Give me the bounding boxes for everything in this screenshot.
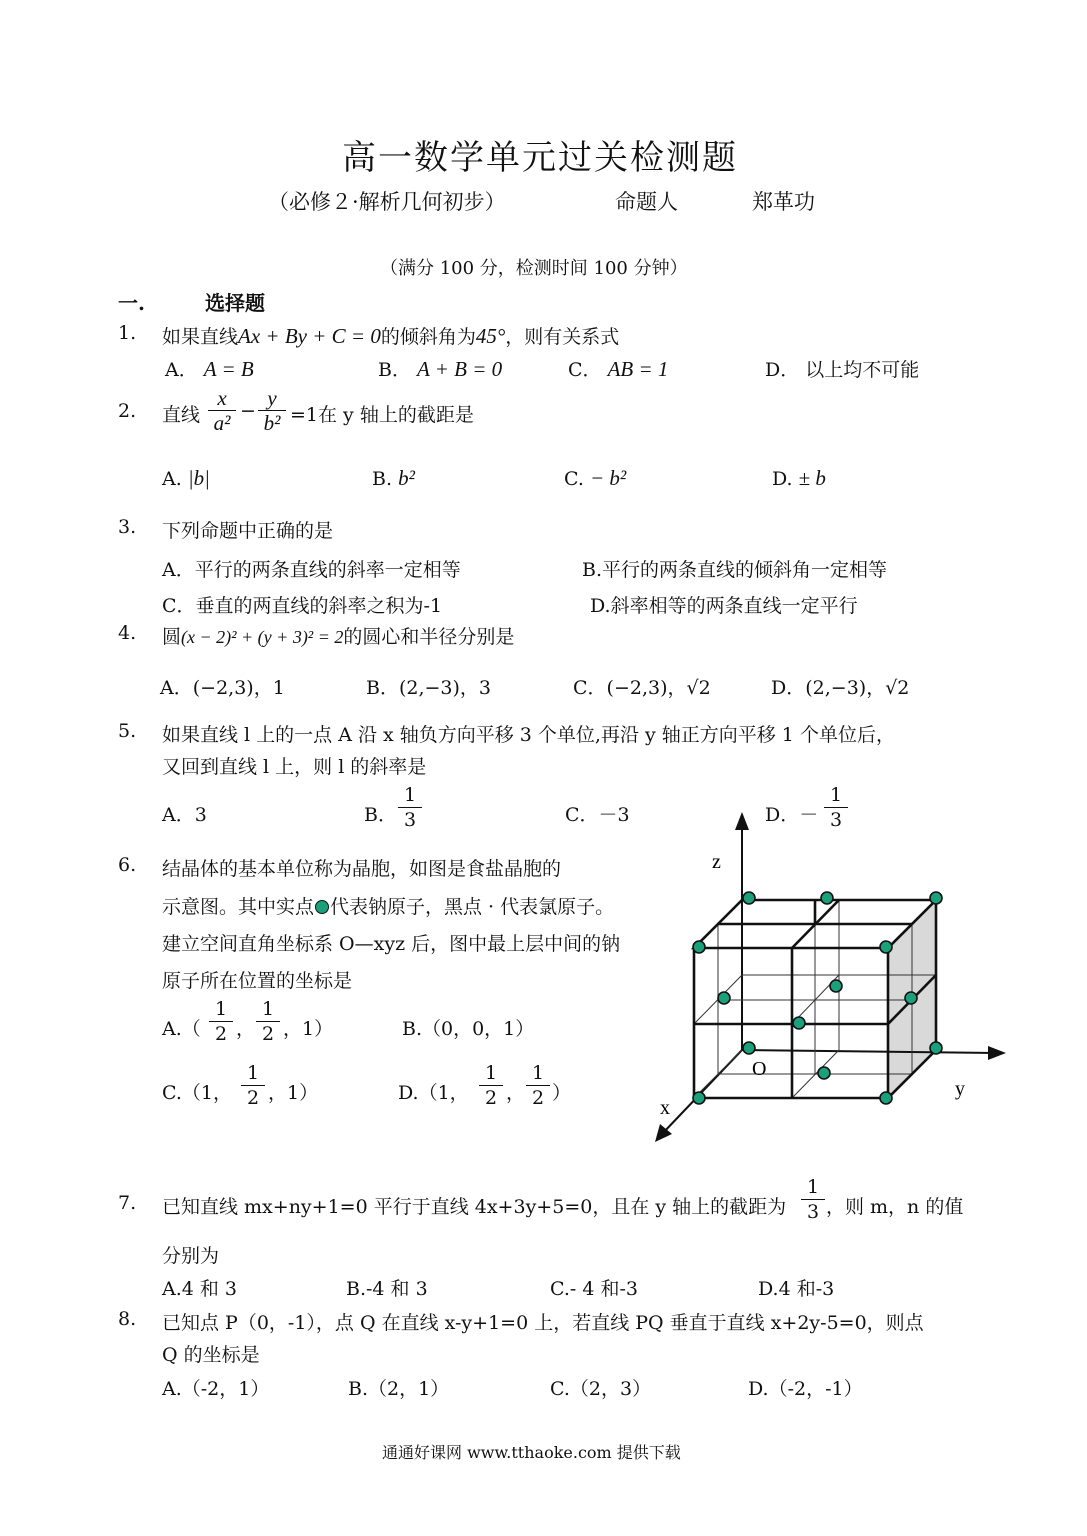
q1-option-b: B． A + B = 0 — [378, 357, 503, 381]
q8-line1: 已知点 P（0，-1），点 Q 在直线 x-y+1=0 上，若直线 PQ 垂直于直线 x+2y-5=0，则点 — [162, 1312, 924, 1334]
q4-option-d: D．(2,−3)，√2 — [771, 677, 910, 699]
q3-number: 3. — [118, 516, 137, 538]
q6-line3: 建立空间直角坐标系 O—xyz 后，图中最上层中间的钠 — [162, 933, 621, 955]
z-axis-label: z — [712, 851, 721, 873]
q2-fraction-y: y b² — [258, 387, 286, 434]
q1-option-d: D． 以上均不可能 — [765, 359, 920, 381]
q6-option-a-fraction-1: 1 2 — [209, 998, 233, 1045]
sodium-dot-icon — [315, 900, 329, 914]
q7-line1-end: ，则 m，n 的值 — [826, 1196, 964, 1218]
y-axis-arrow-icon — [988, 1046, 1006, 1060]
q3-stem: 下列命题中正确的是 — [162, 520, 334, 542]
q1-option-c: C． AB = 1 — [568, 357, 669, 381]
q7-line2: 分别为 — [162, 1245, 220, 1267]
page-title: 高一数学单元过关检测题 — [342, 138, 738, 178]
q5-line1: 如果直线 l 上的一点 A 沿 x 轴负方向平移 3 个单位,再沿 y 轴正方向平移 1 个单位后， — [162, 724, 895, 746]
origin-label: O — [752, 1058, 767, 1080]
q7-option-b: B.-4 和 3 — [346, 1278, 428, 1300]
q1-angle: 45° — [475, 324, 506, 348]
q3-option-c: C．垂直的两直线的斜率之积为-1 — [162, 595, 443, 617]
q1-equation: Ax + By + C = 0 — [238, 324, 381, 348]
q5-number: 5. — [118, 720, 137, 742]
q6-option-a-open: A.（ — [162, 1018, 201, 1040]
q4-equation: (x − 2)² + (y + 3)² = 2 — [181, 627, 344, 647]
z-axis-arrow-icon — [735, 812, 749, 830]
q8-option-b: B.（2，1） — [348, 1378, 450, 1400]
q6-option-d-close: ） — [552, 1082, 572, 1104]
q7-option-c: C.- 4 和-3 — [550, 1278, 638, 1300]
q3-option-b: B.平行的两条直线的倾斜角一定相等 — [582, 559, 888, 581]
q8-option-d: D.（-2，-1） — [748, 1378, 863, 1400]
q6-option-a-comma: ， — [236, 1018, 256, 1040]
q6-line4: 原子所在位置的坐标是 — [162, 970, 353, 992]
q5-option-d-fraction: 1 3 — [824, 784, 848, 831]
q2-number: 2. — [118, 400, 137, 422]
q3-option-a: A．平行的两条直线的斜率一定相等 — [162, 559, 461, 581]
q4-number: 4. — [118, 622, 137, 644]
q7-number: 7. — [118, 1192, 137, 1214]
q4-option-a: A．(−2,3)，1 — [160, 677, 285, 699]
q5-option-a: A．3 — [162, 804, 207, 826]
q8-option-c: C.（2，3） — [550, 1378, 652, 1400]
q8-number: 8. — [118, 1308, 137, 1330]
q7-option-a: A.4 和 3 — [162, 1278, 238, 1300]
q6-line2: 示意图。其中实点 代表钠原子，黑点 · 代表氯原子。 — [162, 896, 615, 918]
diagram-translate — [655, 812, 1006, 1142]
q2-option-b: B. b² — [372, 466, 415, 490]
exam-info: （满分 100 分，检测时间 100 分钟） — [380, 258, 688, 279]
q2-stem: =1在 y 轴上的截距是 — [290, 404, 474, 426]
q8-line2: Q 的坐标是 — [162, 1344, 260, 1366]
q4-stem: 圆(x − 2)² + (y + 3)² = 2的圆心和半径分别是 — [162, 626, 515, 648]
q1-option-a: A． A = B — [165, 357, 254, 381]
q2-option-d: D. ± b — [772, 466, 826, 490]
section-number: 一. — [118, 291, 145, 315]
q6-option-d-comma: ， — [506, 1082, 526, 1104]
q2-prefix: 直线 — [162, 404, 201, 426]
q4-option-b: B．(2,−3)，3 — [366, 677, 492, 699]
q6-option-d-fraction-2: 1 2 — [526, 1062, 550, 1109]
y-axis — [742, 1050, 996, 1053]
q5-option-c: C．－3 — [565, 804, 630, 826]
q2-option-a: A. |b| — [162, 466, 210, 490]
q6-line1: 结晶体的基本单位称为晶胞，如图是食盐晶胞的 — [162, 858, 562, 880]
q6-option-c-fraction: 1 2 — [241, 1062, 265, 1109]
q6-option-b: B.（0，0，1） — [402, 1018, 535, 1040]
q5-option-b-label: B． — [364, 804, 397, 826]
q7-line1: 已知直线 mx+ny+1=0 平行于直线 4x+3y+5=0，且在 y 轴上的截距为 — [162, 1196, 787, 1218]
q6-option-a-fraction-2: 1 2 — [256, 998, 280, 1045]
q5-option-b-fraction: 1 3 — [398, 784, 422, 831]
q7-option-d: D.4 和-3 — [758, 1278, 835, 1300]
subtitle-course: （必修２·解析几何初步） — [268, 190, 506, 214]
author-label: 命题人 — [615, 190, 678, 214]
q4-option-c: C．(−2,3)，√2 — [573, 677, 711, 699]
q6-option-c-close: ，1） — [268, 1082, 319, 1104]
q2-fraction-x: x a² — [208, 387, 236, 434]
q5-line2: 又回到直线 l 上，则 l 的斜率是 — [162, 756, 427, 778]
author-name: 郑革功 — [752, 190, 815, 214]
q6-option-d-fraction-1: 1 2 — [479, 1062, 503, 1109]
x-axis-label: x — [660, 1097, 670, 1119]
q2-option-c: C. − b² — [564, 466, 627, 490]
q6-option-c-open: C.（1， — [162, 1082, 232, 1104]
q5-option-d-label: D．－ — [765, 804, 819, 826]
q1-number: 1. — [118, 322, 137, 344]
q6-number: 6. — [118, 854, 137, 876]
nacl-crystal-diagram — [640, 808, 1020, 1148]
q7-fraction: 1 3 — [801, 1176, 825, 1223]
page-footer: 通通好课网 www.tthaoke.com 提供下载 — [382, 1443, 681, 1462]
q6-option-a-close: ，1） — [283, 1018, 334, 1040]
q6-option-d-open: D.（1， — [398, 1082, 469, 1104]
q2-minus: − — [240, 400, 256, 422]
q8-option-a: A.（-2，1） — [162, 1378, 270, 1400]
q3-option-d: D.斜率相等的两条直线一定平行 — [590, 595, 858, 617]
y-axis-label: y — [955, 1078, 965, 1100]
q1-stem: 如果直线Ax + By + C = 0的倾斜角为45°，则有关系式 — [162, 324, 620, 348]
section-label: 选择题 — [205, 291, 265, 315]
